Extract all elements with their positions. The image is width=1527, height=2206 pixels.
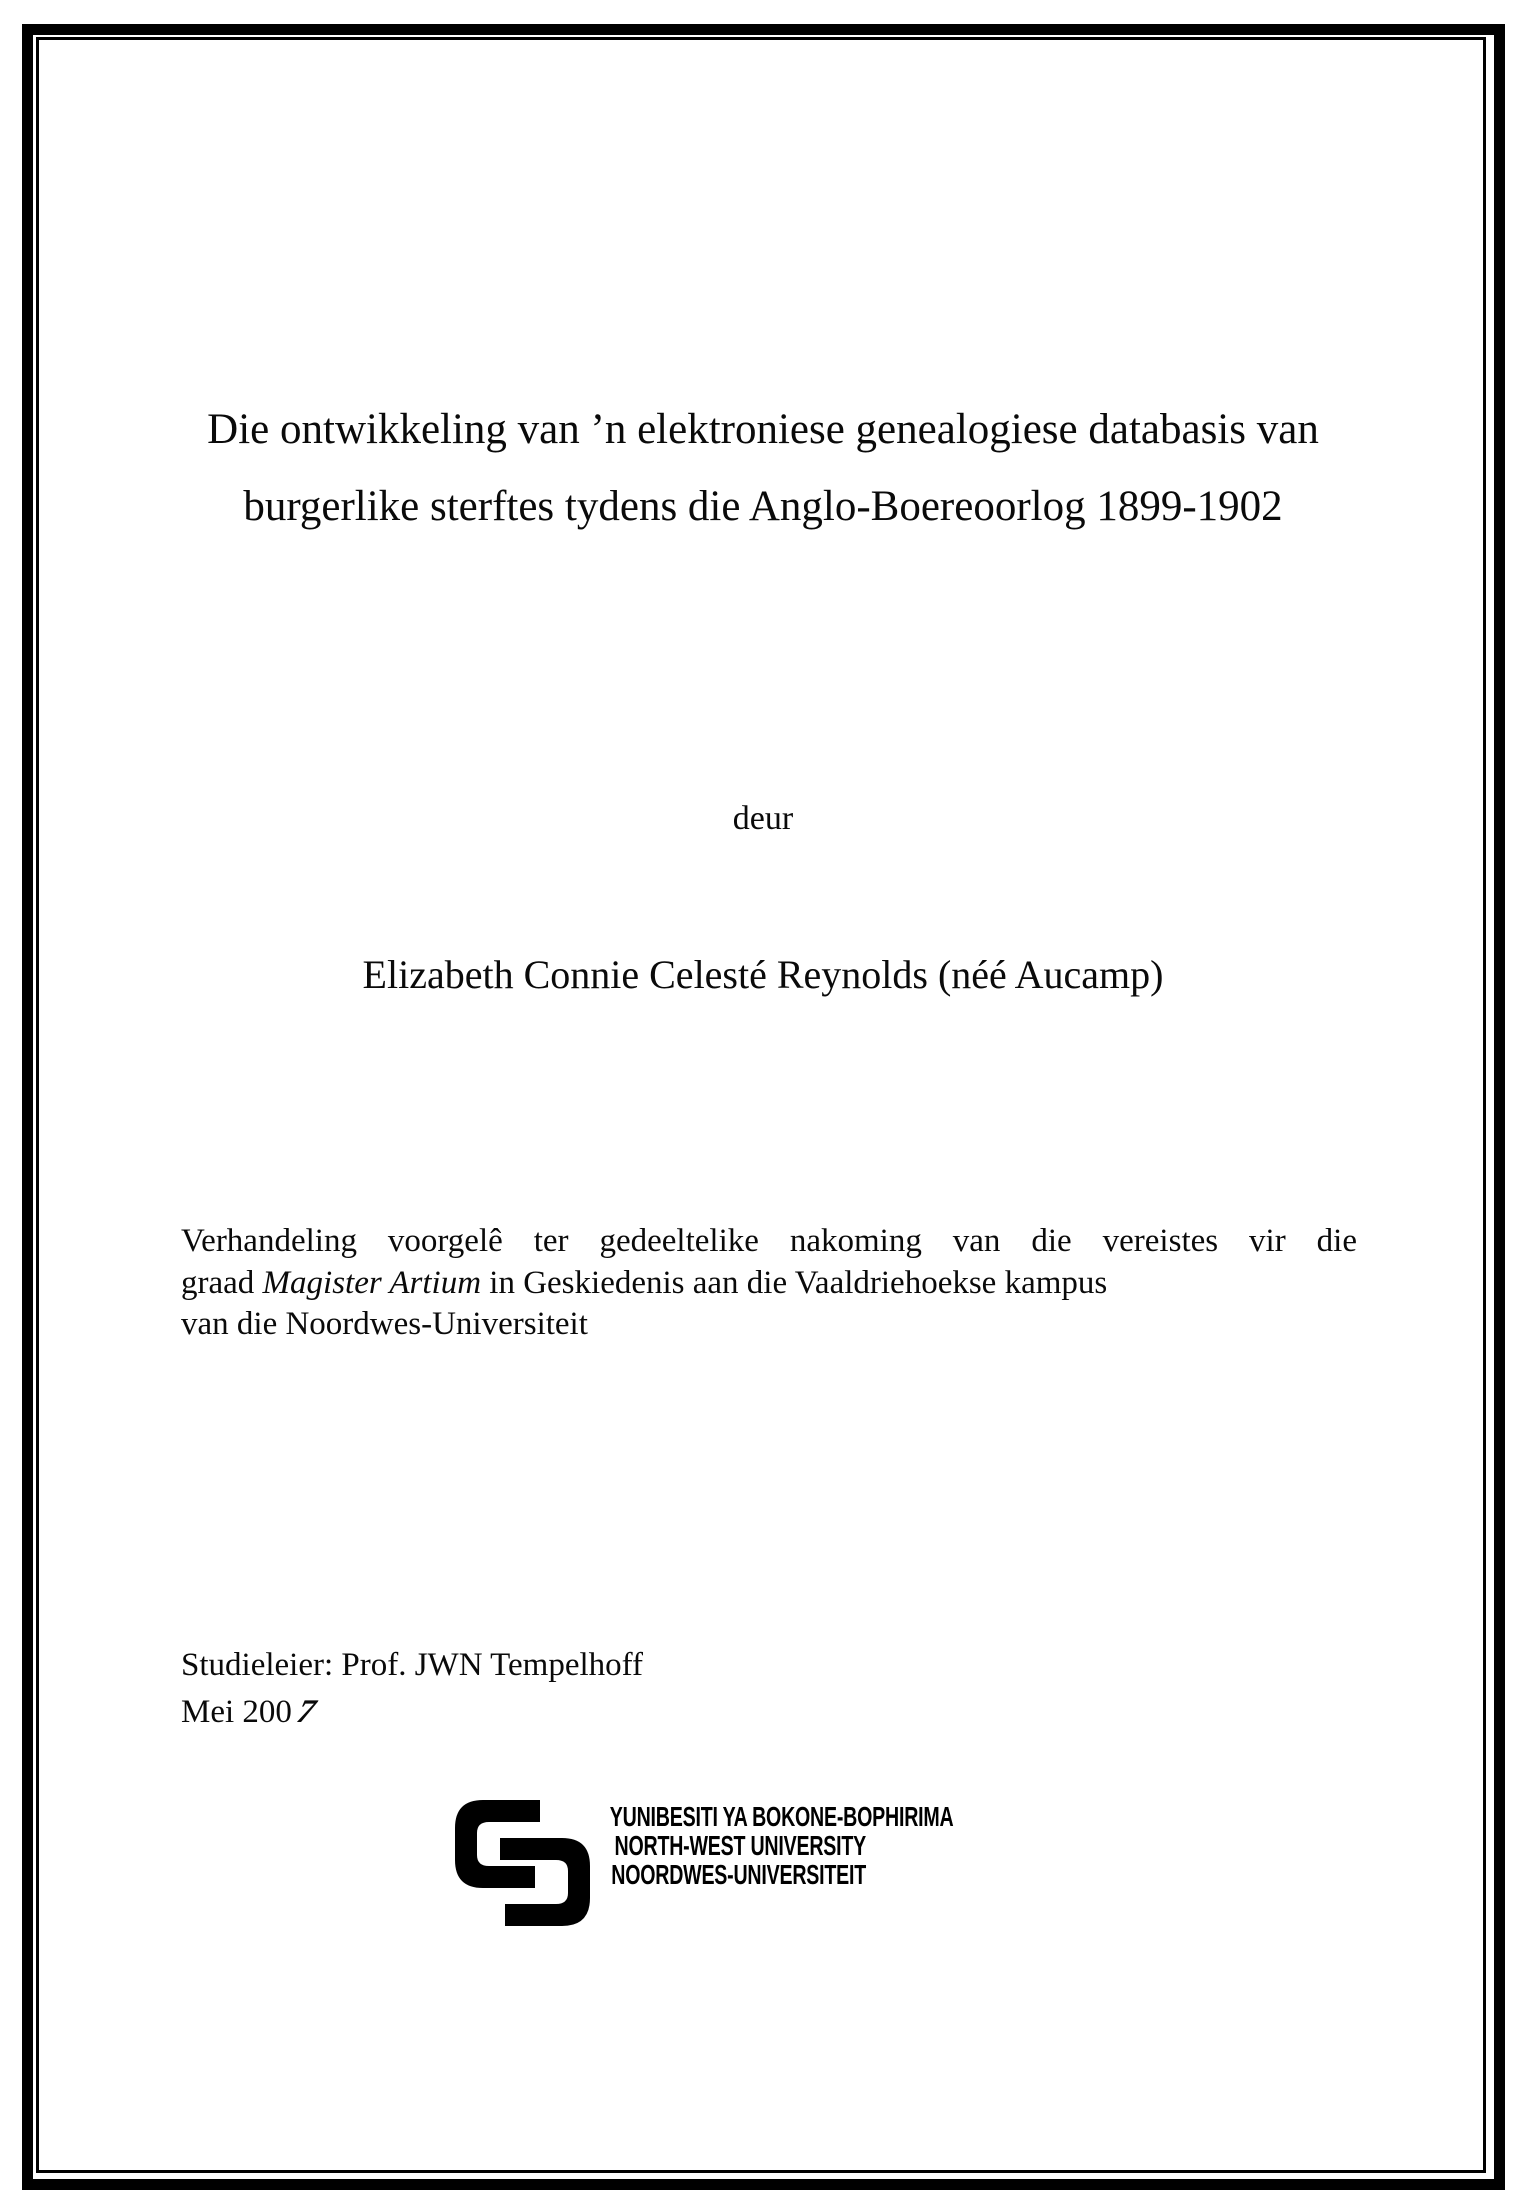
degree-name-italic: Magister Artium [262, 1264, 482, 1301]
degree-statement-line-2 [181, 1263, 1357, 1305]
degree-line2-before: graad [181, 1264, 263, 1301]
supervision-block [181, 1642, 643, 1736]
thesis-title [58, 391, 1468, 545]
degree-statement-line-3: van die Noordwes-Universiteit [181, 1306, 588, 1342]
logo-line-afrikaans: NOORDWES-UNIVERSITEIT [611, 1859, 866, 1890]
supervisor-line: Studieleier: Prof. JWN Tempelhoff [181, 1647, 644, 1683]
degree-statement-line-1: Verhandeling voorgelê ter gedeeltelike nakoming van die vereistes vir die [181, 1223, 1357, 1259]
date-last-digit: 7 [293, 1694, 319, 1730]
logo-line-english: NORTH-WEST UNIVERSITY [614, 1830, 866, 1861]
thesis-title-line-1: Die ontwikkeling van ’n elektroniese genealogiese databasis van [207, 406, 1319, 453]
date-line [181, 1689, 643, 1736]
author-name: Elizabeth Connie Celesté Reynolds (néé Aucamp) [362, 952, 1164, 997]
date-prefix: Mei 200 [181, 1694, 292, 1730]
thesis-title-line-2: burgerlike sterftes tydens die Anglo-Boereoorlog 1899-1902 [243, 483, 1283, 530]
degree-line2-after: in Geskiedenis aan die Vaaldriehoekse kampus [481, 1264, 1108, 1301]
byline-deur: deur [732, 800, 794, 837]
logo-line-setswana: YUNIBESITI YA BOKONE-BOPHIRIMA [609, 1801, 954, 1832]
logo-wordmark [500, 1801, 954, 1890]
degree-statement [181, 1221, 1357, 1346]
